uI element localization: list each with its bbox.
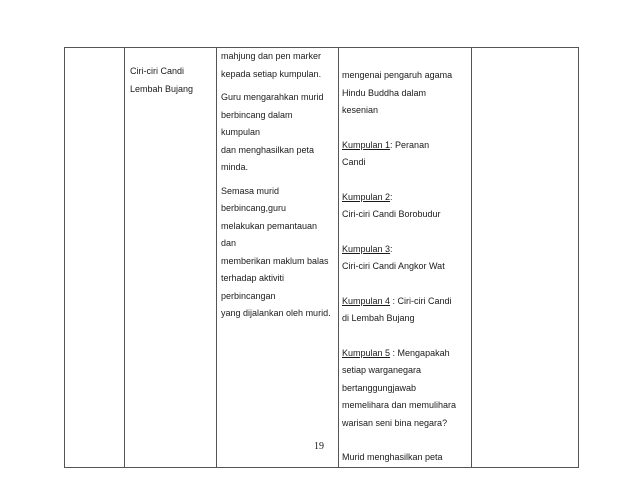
group-label: Kumpulan 2 (342, 191, 391, 202)
notes-line: Ciri-ciri Candi Angkor Wat (342, 261, 445, 271)
group-topic: : Mengapakah (390, 347, 450, 358)
group-label: Kumpulan 4 (342, 295, 391, 306)
notes-line: mengenai pengaruh agama (342, 70, 453, 80)
notes-line: warisan seni bina negara? (342, 417, 448, 428)
group-heading (342, 137, 467, 155)
activity-line: Guru mengarahkan murid (221, 92, 324, 102)
group-topic: : Ciri-ciri Candi (390, 295, 452, 306)
activity-line: berbincang dalam kumpulan (221, 109, 293, 137)
group-label: Kumpulan 3 (342, 243, 391, 254)
activity-line: Semasa murid berbincang,guru (221, 185, 287, 213)
activity-line: kepada setiap kumpulan. (221, 68, 322, 79)
activity-line: terhadap aktiviti perbincangan (221, 273, 285, 301)
notes-line: di Lembah Bujang (342, 313, 415, 323)
group-topic: : Peranan (390, 139, 430, 150)
group-label: Kumpulan 5 (342, 347, 391, 358)
page-number: 19 (314, 441, 324, 452)
notes-line: Ciri-ciri Candi Borobudur (342, 209, 441, 219)
table-cell-content (125, 48, 217, 468)
table-cell-activity (217, 48, 339, 468)
table-cell-remarks (472, 48, 579, 468)
notes-line: setiap warganegara (342, 365, 422, 375)
lesson-plan-table (64, 47, 579, 468)
content-line: Ciri-ciri Candi (130, 66, 185, 76)
activity-line: yang dijalankan oleh murid. (221, 308, 331, 318)
table-cell-notes (339, 48, 472, 468)
notes-line: kesenian (342, 105, 379, 115)
activity-line: mahjung dan pen marker (221, 51, 322, 61)
notes-line: memelihara dan memulihara (342, 400, 457, 410)
table-row (65, 48, 579, 468)
notes-line: Hindu Buddha dalam (342, 87, 427, 98)
table-cell-step (65, 48, 125, 468)
activity-line: dan menghasilkan peta minda. (221, 144, 315, 172)
group-heading (342, 293, 467, 311)
activity-line: melakukan pemantauan dan (221, 220, 318, 248)
group-heading (342, 241, 467, 259)
notes-line: bertanggungjawab (342, 382, 417, 393)
group-heading (342, 345, 467, 363)
group-topic: : (390, 243, 393, 254)
content-line: Lembah Bujang (130, 83, 194, 94)
group-heading (342, 189, 467, 207)
activity-line: memberikan maklum balas (221, 255, 329, 266)
notes-line: Candi (342, 157, 366, 167)
group-topic: : (390, 191, 393, 202)
group-label: Kumpulan 1 (342, 139, 391, 150)
notes-line: Murid menghasilkan peta (342, 452, 443, 462)
